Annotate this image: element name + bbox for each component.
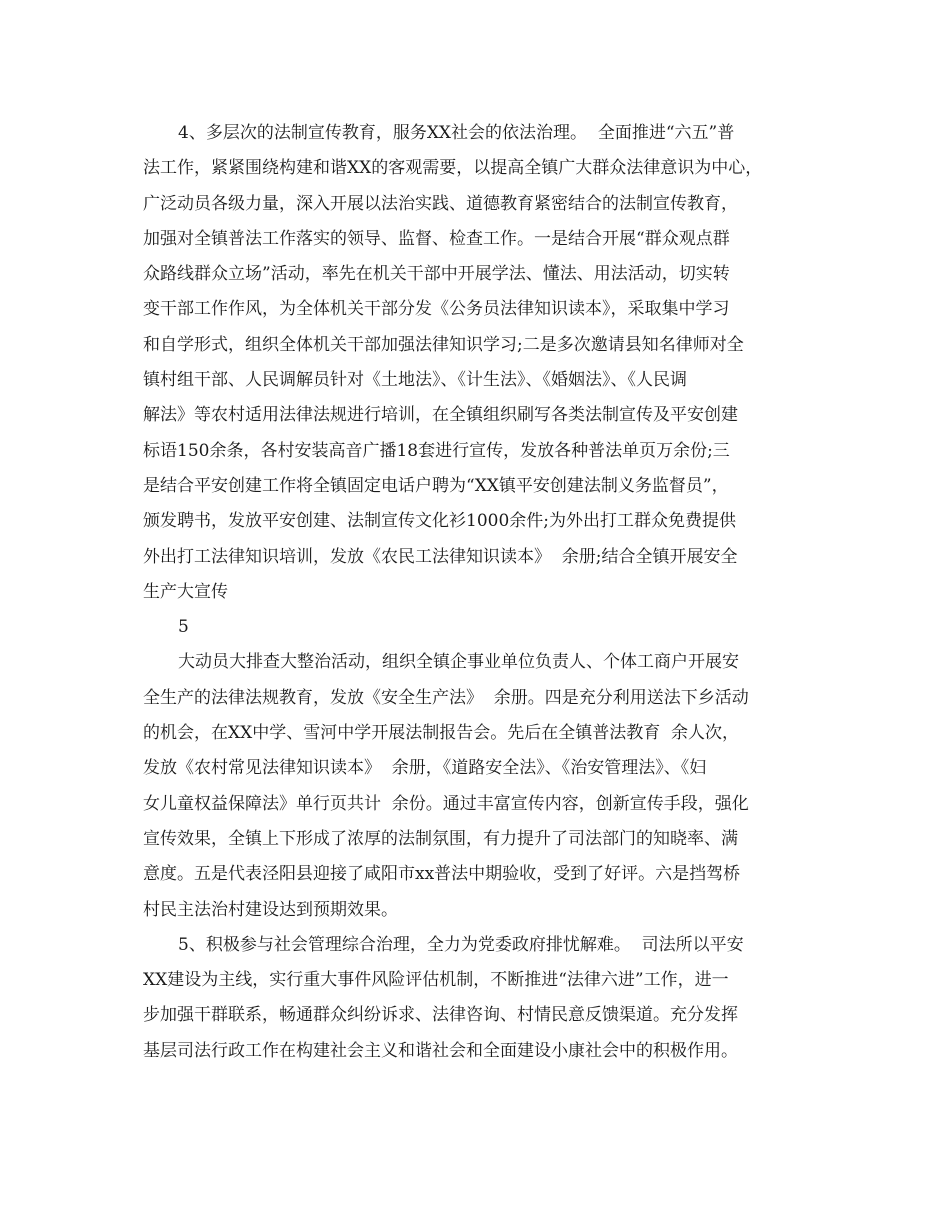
paragraph-line: 变干部工作作风，为全体机关干部分发《公务员法律知识读本》，采取集中学习 bbox=[143, 299, 730, 320]
paragraph-line: 村民主法治村建设达到预期效果。 bbox=[143, 899, 398, 920]
paragraph-line: 女儿童权益保障法》单行页共计 余份。通过丰富宣传内容，创新宣传手段，强化 bbox=[143, 793, 749, 814]
paragraph-line: 镇村组干部、人民调解员针对《土地法》、《计生法》、《婚姻法》、《人民调 bbox=[143, 370, 687, 391]
paragraph-line: 5、积极参与社会管理综合治理，全力为党委政府排忧解难。 司法所以平安 bbox=[178, 934, 744, 955]
paragraph-line: 广泛动员各级力量，深入开展以法治实践、道德教育紧密结合的法制宣传教育， bbox=[143, 193, 738, 214]
paragraph-line: 全生产的法律法规教育，发放《安全生产法》 余册。四是充分利用送法下乡活动 bbox=[143, 687, 749, 708]
paragraph-line: 外出打工法律知识培训，发放《农民工法律知识读本》 余册;结合全镇开展安全 bbox=[143, 546, 738, 567]
paragraph-line: 标语150余条，各村安装高音广播18套进行宣传，发放各种普法单页万余份;三 bbox=[143, 440, 730, 461]
paragraph-line: 意度。五是代表泾阳县迎接了咸阳市xx普法中期验收，受到了好评。六是挡驾桥 bbox=[143, 864, 741, 885]
paragraph-line: 众路线群众立场”活动，率先在机关干部中开展学法、懂法、用法活动，切实转 bbox=[143, 264, 730, 285]
paragraph-line: 宣传效果，全镇上下形成了浓厚的法制氛围，有力提升了司法部门的知晓率、满 bbox=[143, 828, 738, 849]
paragraph-line: 是结合平安创建工作将全镇固定电话户聘为“XX镇平安创建法制义务监督员”， bbox=[143, 475, 729, 496]
paragraph-line: 的机会，在XX中学、雪河中学开展法制报告会。先后在全镇普法教育 余人次， bbox=[143, 723, 740, 744]
paragraph-line: 解法》等农村适用法律法规进行培训，在全镇组织刷写各类法制宣传及平安创建 bbox=[143, 405, 738, 426]
paragraph-line: 和自学形式，组织全体机关干部加强法律知识学习;二是多次邀请县知名律师对全 bbox=[143, 334, 744, 355]
document-body bbox=[143, 116, 823, 1069]
paragraph-line: 大动员大排查大整治活动，组织全镇企事业单位负责人、个体工商户开展安 bbox=[178, 652, 739, 673]
paragraph-line: 加强对全镇普法工作落实的领导、监督、检查工作。一是结合开展“群众观点群 bbox=[143, 228, 730, 249]
paragraph-line: 基层司法行政工作在构建社会主义和谐社会和全面建设小康社会中的积极作用。 bbox=[143, 1040, 738, 1061]
paragraph-line: 发放《农村常见法律知识读本》 余册，《道路安全法》、《治安管理法》、《妇 bbox=[143, 758, 707, 779]
paragraph-line: 步加强干群联系，畅通群众纠纷诉求、法律咨询、村情民意反馈渠道。充分发挥 bbox=[143, 1005, 738, 1026]
paragraph-line: 颁发聘书，发放平安创建、法制宣传文化衫1000余件;为外出打工群众免费提供 bbox=[143, 511, 736, 532]
paragraph-line: 生产大宣传 bbox=[143, 581, 228, 602]
paragraph-line: 法工作，紧紧围绕构建和谐XX的客观需要，以提高全镇广大群众法律意识为中心， bbox=[143, 158, 763, 179]
paragraph-line: 5 bbox=[178, 617, 189, 638]
paragraph-line: 4、多层次的法制宣传教育，服务XX社会的依法治理。 全面推进“六五”普 bbox=[178, 123, 735, 143]
paragraph-line: XX建设为主线，实行重大事件风险评估机制，不断推进“法律六进”工作，进一 bbox=[143, 970, 729, 991]
